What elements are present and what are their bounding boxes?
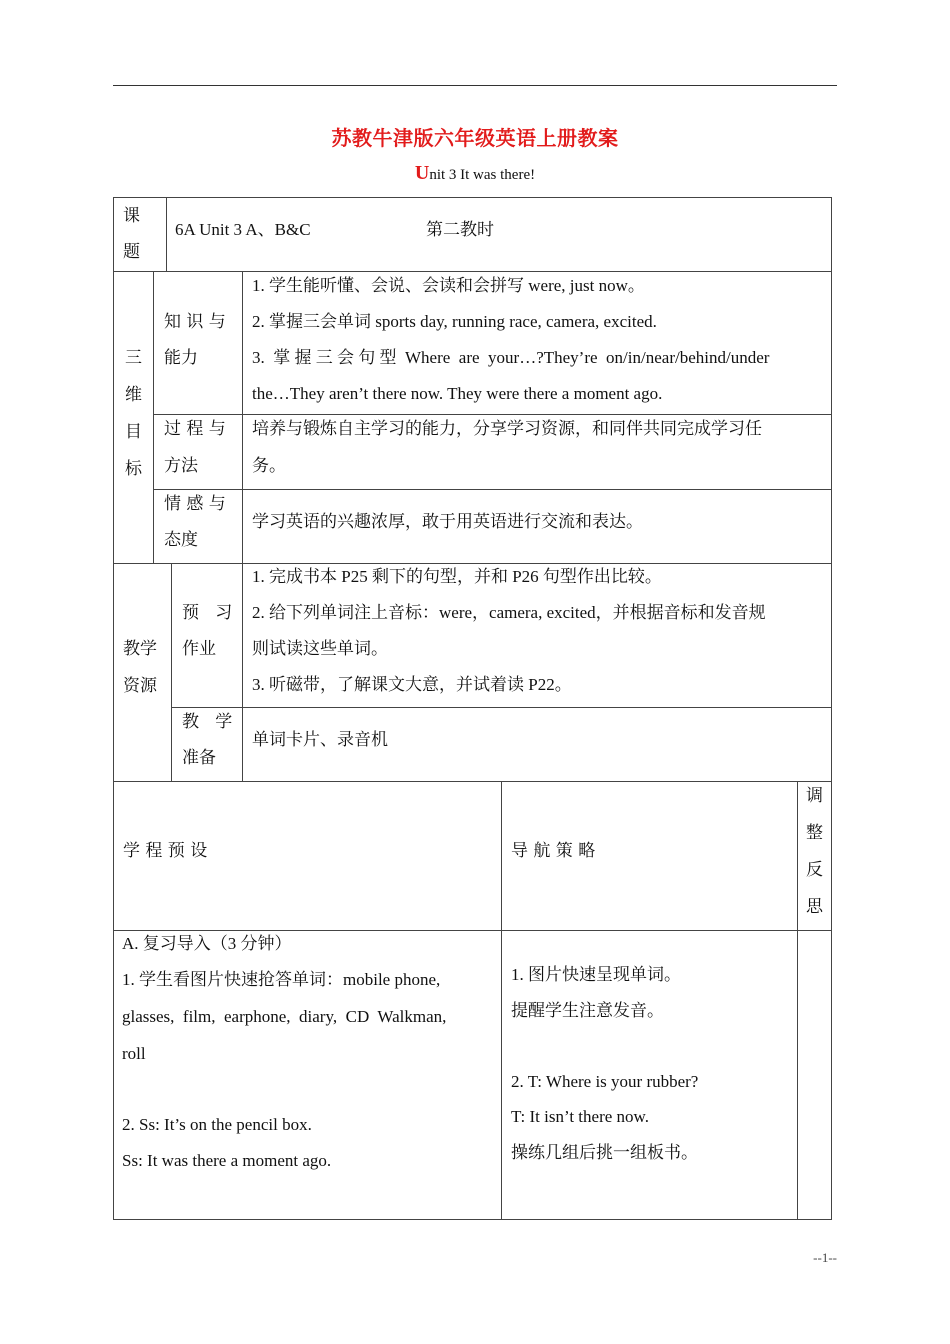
preview-line: 则试读这些单词。 xyxy=(252,639,388,658)
process-reflection-cell xyxy=(797,930,832,1220)
reflection-label-char: 思 xyxy=(806,897,823,917)
process-left-cell xyxy=(113,930,502,1220)
objectives-label-char: 目 xyxy=(125,422,142,442)
emotion-text: 学习英语的兴趣浓厚，敢于用英语进行交流和表达。 xyxy=(252,512,643,531)
preview-label-cell xyxy=(171,563,243,708)
process-label-1: 过 程 与 xyxy=(164,419,226,439)
process-right-line: T: It isn’t there now. xyxy=(511,1107,649,1126)
knowledge-line: 1. 学生能听懂、会说、会读和会拼写 were, just now。 xyxy=(252,276,645,295)
process-right-cell xyxy=(501,930,798,1220)
objectives-label-char: 标 xyxy=(125,459,142,479)
process-left-line: roll xyxy=(122,1044,146,1063)
emotion-content-cell xyxy=(242,489,832,564)
process-label-2: 方法 xyxy=(164,456,198,476)
process-content-cell xyxy=(242,414,832,490)
process-label-cell xyxy=(153,414,243,490)
preview-line: 2. 给下列单词注上音标：were，camera, excited，并根据音标和发音规 xyxy=(252,603,766,622)
topic-period: 第二教时 xyxy=(426,220,494,239)
knowledge-line: the…They aren’t there now. They were there a moment ago. xyxy=(252,384,663,403)
document-title: 苏教牛津版六年级英语上册教案 xyxy=(331,126,619,150)
objectives-label-char: 三 xyxy=(125,348,142,368)
preview-content-cell xyxy=(242,563,832,708)
emotion-label-2: 态度 xyxy=(164,530,198,550)
process-left-line: 2. Ss: It’s on the pencil box. xyxy=(122,1115,312,1134)
preview-label-2: 作业 xyxy=(182,639,216,659)
prep-label-1: 教 学 xyxy=(182,712,233,732)
knowledge-label-1: 知 识 与 xyxy=(164,312,226,332)
preview-label-1: 预 习 xyxy=(182,603,233,623)
header-rule xyxy=(113,85,837,86)
knowledge-content-cell xyxy=(242,271,832,415)
process-left-line: glasses, film, earphone, diary, CD Walkman, xyxy=(122,1007,447,1026)
reflection-label-char: 反 xyxy=(806,860,823,880)
knowledge-label-2: 能力 xyxy=(164,348,198,368)
resources-label-1: 教学 xyxy=(123,639,157,659)
process-line: 务。 xyxy=(252,456,286,475)
knowledge-line: 2. 掌握三会单词 sports day, running race, camera, excited. xyxy=(252,312,657,331)
topic-label-cell xyxy=(113,197,167,272)
prep-label-cell xyxy=(171,707,243,782)
document-subtitle xyxy=(0,162,950,185)
reflection-label-char: 整 xyxy=(806,823,823,843)
reflection-label-char: 调 xyxy=(806,786,823,806)
objectives-label xyxy=(114,340,153,488)
resources-label-2: 资源 xyxy=(123,676,157,696)
topic-label-1: 课 xyxy=(123,206,140,226)
process-col3-header-cell xyxy=(797,781,832,931)
preview-line: 1. 完成书本 P25 剩下的句型，并和 P26 句型作出比较。 xyxy=(252,567,662,586)
process-col2-header: 导 航 策 略 xyxy=(511,841,596,861)
preview-line: 3. 听磁带，了解课文大意，并试着读 P22。 xyxy=(252,675,572,694)
knowledge-label-cell xyxy=(153,271,243,415)
resources-label-cell xyxy=(113,563,172,782)
emotion-label-cell xyxy=(153,489,243,564)
prep-label-2: 准备 xyxy=(182,748,216,768)
prep-text: 单词卡片、录音机 xyxy=(252,730,388,749)
page-number: --1-- xyxy=(813,1250,837,1265)
process-left-line: Ss: It was there a moment ago. xyxy=(122,1151,332,1170)
topic-label-2: 题 xyxy=(123,242,140,262)
process-line: 培养与锻炼自主学习的能力，分享学习资源，和同伴共同完成学习任 xyxy=(252,419,762,438)
objectives-label-cell xyxy=(113,271,154,564)
process-col1-header-cell xyxy=(113,781,502,931)
reflection-label xyxy=(798,778,831,926)
process-right-line: 操练几组后挑一组板书。 xyxy=(511,1143,698,1162)
process-left-line: A. 复习导入（3 分钟） xyxy=(122,934,292,953)
process-col1-header: 学 程 预 设 xyxy=(123,841,208,861)
topic-value-cell xyxy=(166,197,832,272)
emotion-label-1: 情 感 与 xyxy=(164,494,226,514)
topic-value: 6A Unit 3 A、B&C xyxy=(175,220,311,239)
subtitle-rest: nit 3 It was there! xyxy=(429,167,536,183)
process-right-line: 提醒学生注意发音。 xyxy=(511,1001,664,1020)
process-right-line: 2. T: Where is your rubber? xyxy=(511,1072,699,1091)
process-left-line: 1. 学生看图片快速抢答单词：mobile phone, xyxy=(122,970,441,989)
objectives-label-char: 维 xyxy=(125,385,142,405)
process-right-line: 1. 图片快速呈现单词。 xyxy=(511,965,681,984)
knowledge-line: 3. 掌 握 三 会 句 型 Where are your…?They’re on/in/near/behind/under xyxy=(252,348,770,367)
subtitle-initial: U xyxy=(414,162,430,184)
process-col2-header-cell xyxy=(501,781,798,931)
prep-content-cell xyxy=(242,707,832,782)
